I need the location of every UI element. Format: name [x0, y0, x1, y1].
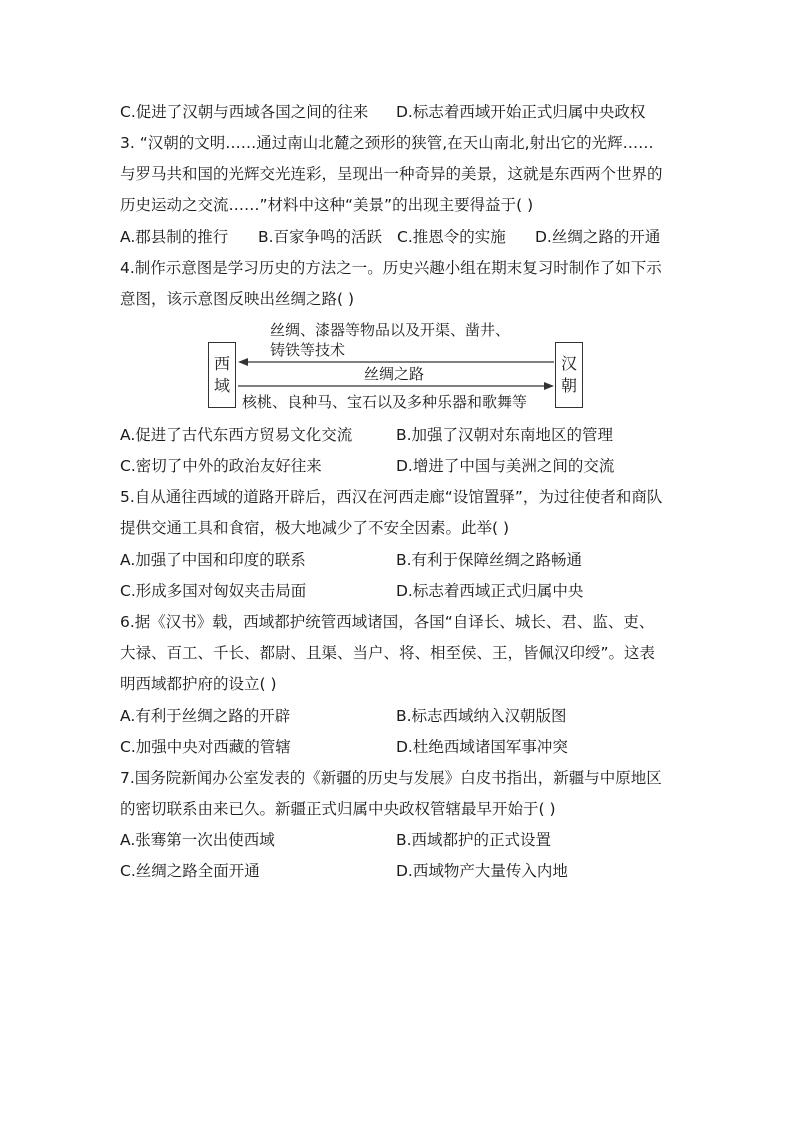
q3-stem-line-1: 3. “汉朝的文明……通过南山北麓之颈形的狭管,在天山南北,射出它的光辉……: [120, 134, 654, 152]
q6-option-d: D.杜绝西域诸国军事冲突: [396, 738, 568, 756]
q7-option-c: C.丝绸之路全面开通: [120, 862, 260, 880]
q4-stem-line-2: 意图，该示意图反映出丝绸之路( ): [120, 290, 355, 308]
q6-stem-line-2: 大禄、百工、千长、都尉、且渠、当户、将、相至侯、王，皆佩汉印绶”。这表: [120, 644, 656, 662]
q6-option-a: A.有利于丝绸之路的开辟: [120, 707, 291, 725]
q3-stem-line-3: 历史运动之交流……”材料中这种“美景”的出现主要得益于( ): [120, 196, 534, 214]
q5-option-c: C.形成多国对匈奴夹击局面: [120, 582, 307, 600]
q7-option-d: D.西域物产大量传入内地: [396, 862, 568, 880]
q7-stem-line-1: 7.国务院新闻办公室发表的《新疆的历史与发展》白皮书指出，新疆与中原地区: [120, 769, 662, 787]
q5-option-a: A.加强了中国和印度的联系: [120, 551, 306, 569]
q2-option-c: C.促进了汉朝与西域各国之间的往来: [120, 103, 369, 121]
q3-option-c: C.推恩令的实施: [397, 228, 506, 246]
q5-stem-line-1: 5.自从通往西域的道路开辟后，西汉在河西走廊“设馆置驿”，为过往使者和商队: [120, 488, 663, 506]
q6-stem-line-3: 明西域都护府的设立( ): [120, 675, 277, 693]
exports-text-line-1: 丝绸、漆器等物品以及开渠、凿井、: [270, 321, 511, 339]
q6-option-c: C.加强中央对西藏的管辖: [120, 738, 291, 756]
q5-stem-line-2: 提供交通工具和食宿，极大地减少了不安全因素。此举( ): [120, 519, 510, 537]
q7-stem-line-2: 的密切联系由来已久。新疆正式归属中央政权管辖最早开始于( ): [120, 800, 556, 818]
q7-option-a: A.张骞第一次出使西域: [120, 831, 275, 849]
exports-text-line-2: 铸铁等技术: [270, 341, 346, 359]
q5-option-b: B.有利于保障丝绸之路畅通: [396, 551, 583, 569]
q4-option-a: A.促进了古代东西方贸易文化交流: [120, 426, 353, 444]
q3-option-b: B.百家争鸣的活跃: [258, 228, 383, 246]
q6-option-b: B.标志西域纳入汉朝版图: [396, 707, 567, 725]
q3-option-a: A.郡县制的推行: [120, 228, 229, 246]
arrow-to-west-head: [238, 358, 248, 366]
q4-option-b: B.加强了汉朝对东南地区的管理: [396, 426, 614, 444]
han-dynasty-char-1: 汉: [560, 354, 577, 373]
q3-option-d: D.丝绸之路的开通: [535, 228, 661, 246]
silk-road-diagram: [208, 318, 588, 418]
arrow-to-han-head: [544, 382, 554, 390]
silk-road-label: 丝绸之路: [364, 365, 425, 383]
q4-stem-line-1: 4.制作示意图是学习历史的方法之一。历史兴趣小组在期末复习时制作了如下示: [120, 259, 662, 277]
q5-option-d: D.标志着西域正式归属中央: [396, 582, 584, 600]
q6-stem-line-1: 6.据《汉书》载，西域都护统管西域诸国，各国“自译长、城长、君、监、吏、: [120, 613, 655, 631]
western-regions-char-1: 西: [213, 354, 230, 373]
han-dynasty-char-2: 朝: [560, 376, 577, 395]
q2-option-d: D.标志着西域开始正式归属中央政权: [396, 103, 646, 121]
q4-option-c: C.密切了中外的政治友好往来: [120, 457, 322, 475]
q3-stem-line-2: 与罗马共和国的光辉交光连彩，呈现出一种奇异的美景，这就是东西两个世界的: [120, 165, 663, 183]
q7-option-b: B.西域都护的正式设置: [396, 831, 552, 849]
western-regions-char-2: 域: [213, 376, 230, 395]
imports-text: 核桃、良种马、宝石以及多种乐器和歌舞等: [242, 393, 528, 411]
q4-option-d: D.增进了中国与美洲之间的交流: [396, 457, 615, 475]
